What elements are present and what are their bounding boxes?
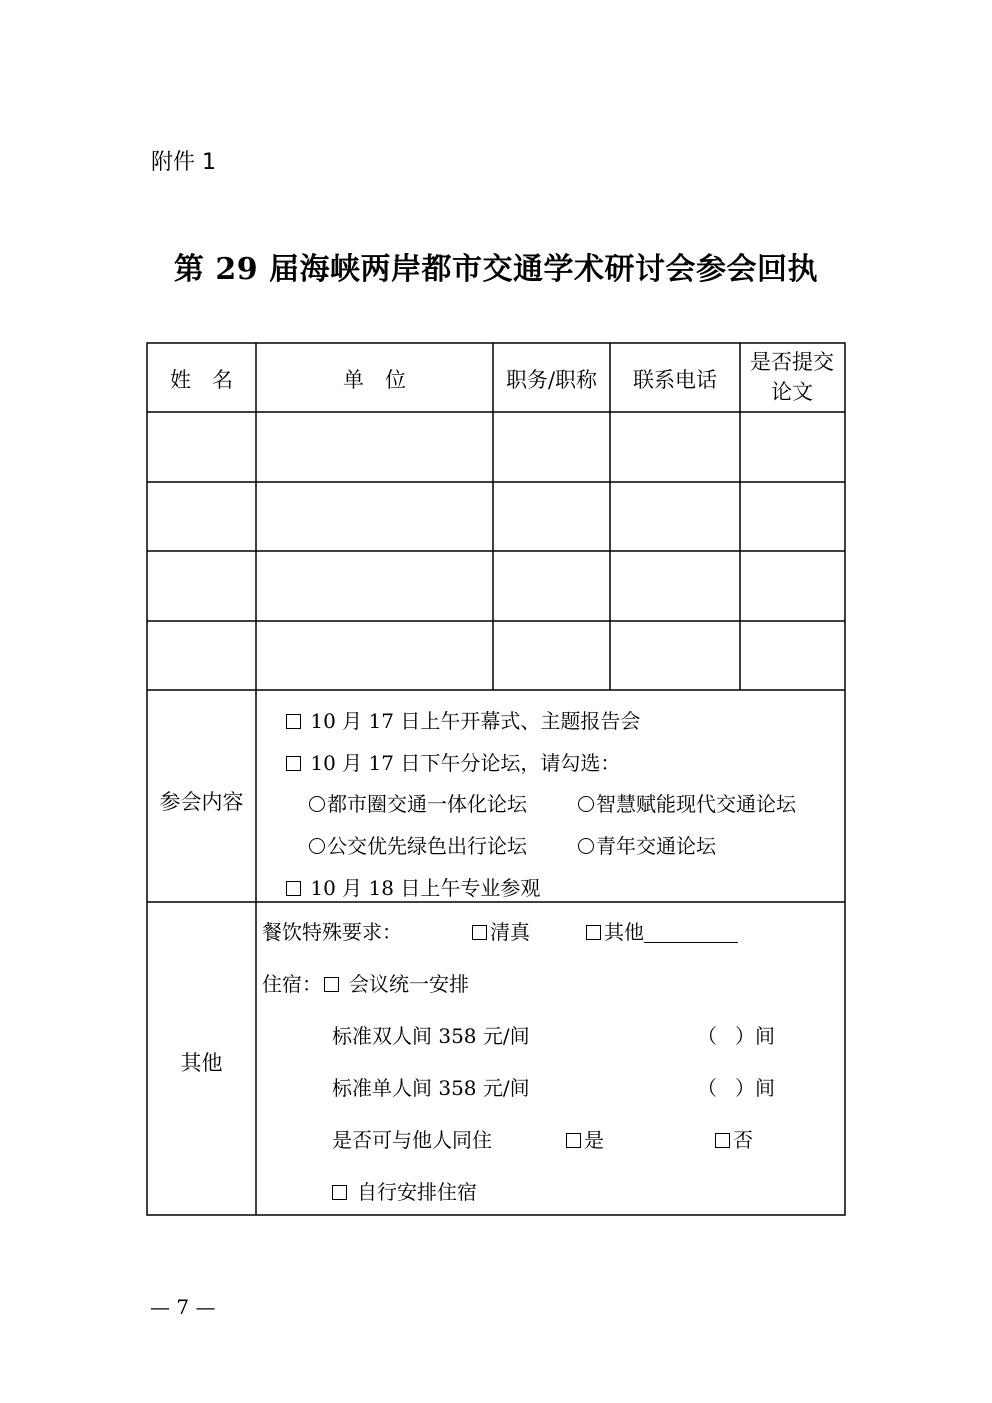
participation-label: 参会内容 — [159, 790, 244, 814]
other-label: 其他 — [180, 1051, 223, 1075]
header-unit: 单 位 — [343, 368, 406, 392]
lodging-row — [262, 968, 469, 997]
checkbox-icon[interactable] — [324, 977, 339, 992]
checkbox-icon[interactable] — [715, 1133, 730, 1148]
room-double-count[interactable]: （ ）间 — [697, 1024, 775, 1048]
share-room-label: 是否可与他人同住 — [332, 1128, 492, 1152]
forum-option-smart-transport[interactable]: 智慧赋能现代交通论坛 — [578, 788, 796, 817]
share-no-option[interactable]: 否 — [715, 1124, 753, 1153]
checkbox-icon[interactable] — [286, 756, 301, 771]
diet-other-blank[interactable] — [644, 924, 738, 943]
item-opening-session[interactable]: 10 月 17 日上午开幕式、主题报告会 — [286, 705, 640, 734]
lodging-label: 住宿： — [262, 972, 322, 996]
radio-circle-icon[interactable] — [578, 796, 594, 812]
self-arranged-option[interactable]: 自行安排住宿 — [332, 1176, 477, 1205]
page-number: — 7 — — [150, 1295, 216, 1319]
checkbox-icon[interactable] — [332, 1185, 347, 1200]
attachment-label: 附件 1 — [151, 150, 216, 175]
room-single-label: 标准单人间 358 元/间 — [332, 1076, 530, 1100]
header-submit-paper: 是否提交论文 — [750, 350, 834, 404]
forum-option-public-transit[interactable]: 公交优先绿色出行论坛 — [309, 830, 527, 859]
room-single-count[interactable]: （ ）间 — [697, 1076, 775, 1100]
checkbox-icon[interactable] — [566, 1133, 581, 1148]
checkbox-icon[interactable] — [286, 714, 301, 729]
forum-option-metropolitan[interactable]: 都市圈交通一体化论坛 — [309, 788, 527, 817]
header-name: 姓 名 — [170, 368, 233, 392]
radio-circle-icon[interactable] — [309, 796, 325, 812]
diet-requirement-label: 餐饮特殊要求： — [262, 920, 402, 944]
header-phone: 联系电话 — [633, 368, 717, 392]
share-yes-option[interactable]: 是 — [566, 1124, 604, 1153]
checkbox-icon[interactable] — [586, 925, 601, 940]
diet-option-other[interactable]: 其他 — [586, 916, 738, 945]
checkbox-icon[interactable] — [286, 881, 301, 896]
radio-circle-icon[interactable] — [309, 838, 325, 854]
diet-option-halal[interactable]: 清真 — [472, 916, 530, 945]
header-position: 职务/职称 — [505, 368, 598, 392]
page-title: 第 29 届海峡两岸都市交通学术研讨会参会回执 — [173, 252, 819, 287]
checkbox-icon[interactable] — [472, 925, 487, 940]
radio-circle-icon[interactable] — [578, 838, 594, 854]
item-afternoon-forums[interactable]: 10 月 17 日下午分论坛，请勾选： — [286, 747, 620, 776]
lodging-arranged: 会议统一安排 — [349, 972, 469, 996]
forum-option-youth-transport[interactable]: 青年交通论坛 — [578, 830, 716, 859]
room-double-label: 标准双人间 358 元/间 — [332, 1024, 530, 1048]
item-site-visit[interactable]: 10 月 18 日上午专业参观 — [286, 872, 540, 901]
